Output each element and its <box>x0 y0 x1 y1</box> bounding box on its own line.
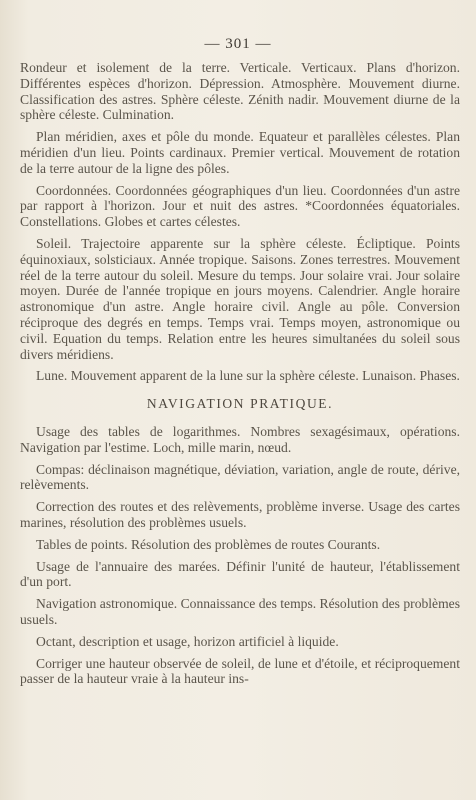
paragraph-plan-meridien: Plan méridien, axes et pôle du monde. Equateur et parallèles célestes. Plan méridien d'un lieu. Points cardinaux. Premier vertical. Mouvement de rotation de la terre autour de la ligne des pôles. <box>20 129 460 176</box>
paragraph-compas: Compas: déclinaison magnétique, déviation, variation, angle de route, dérive, relèvements. <box>20 461 460 493</box>
page-content <box>20 60 460 693</box>
paragraph-lune: Lune. Mouvement apparent de la lune sur la sphère céleste. Lunaison. Phases. <box>36 368 460 384</box>
paragraph-marees: Usage de l'annuaire des marées. Définir l'unité de hauteur, l'établissement d'un port. <box>20 558 460 590</box>
paragraph-tables-points: Tables de points. Résolution des problèmes de routes Courants. <box>36 536 381 552</box>
page-number: — 301 — <box>204 36 272 52</box>
paragraph-correction: Correction des routes et des relèvements, problème inverse. Usage des cartes marines, résolution des problèmes usuels. <box>20 499 460 530</box>
paragraph-coordonnees: Coordonnées. Coordonnées géographiques d'un lieu. Coordonnées d'un astre par rapport à l'horizon. Jour et nuit des astres. *Coordonnées équatoriales. Constellations. Globes et cartes célestes. <box>20 182 460 230</box>
paragraph-navigation-astronomique: Navigation astronomique. Connaissance des temps. Résolution des problèmes usuels. <box>20 596 460 627</box>
paragraph-logarithmes: Usage des tables de logarithmes. Nombres sexagésimaux, opérations. Navigation par l'estime. Loch, mille marin, nœud. <box>20 423 460 455</box>
paragraph-soleil: Soleil. Trajectoire apparente sur la sphère céleste. Écliptique. Points équinoxiaux, solsticiaux. Année tropique. Saisons. Zones terrestres. Mouvement réel de la terre autour du soleil. Mesure du temps. Jour solaire vrai. Jour solaire moyen. Durée de l'année tropique en jours moyens. Calendrier. Angle horaire astronomique d'un astre. Angle horaire civil. Angle au pôle. Conversion réciproque des degrés en temps. Temps vrai. Temps moyen, astronomique ou civil. Equation du temps. Relation entre les heures simultanées du soleil sous divers méridiens. <box>20 235 460 362</box>
paragraph-corriger-hauteur: Corriger une hauteur observée de soleil, de lune et d'étoile, et réciproquement passer de la hauteur vraie à la hauteur ins- <box>20 655 460 687</box>
paragraph-rondeur: Rondeur et isolement de la terre. Verticale. Verticaux. Plans d'horizon. Différentes espèces d'horizon. Dépression. Atmosphère. Mouvement diurne. Classification des astres. Sphère céleste. Zénith nadir. Mouvement diurne de la sphère céleste. Culmination. <box>20 60 460 123</box>
section-title: NAVIGATION PRATIQUE. <box>146 396 334 412</box>
paragraph-octant: Octant, description et usage, horizon artificiel à liquide. <box>36 633 339 649</box>
